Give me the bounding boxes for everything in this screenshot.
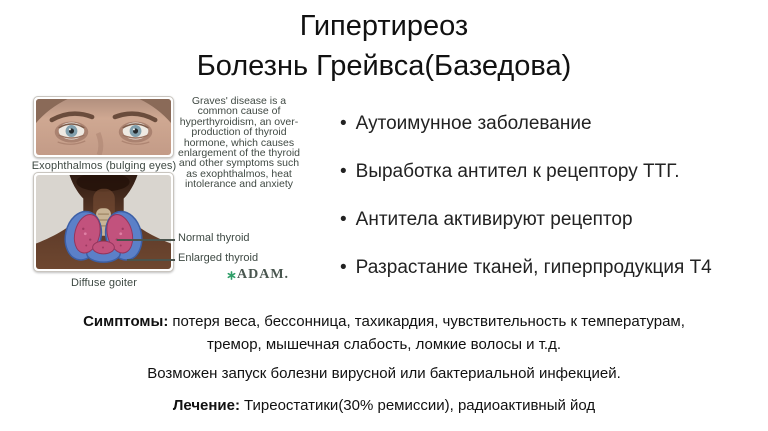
trigger-line: Возможен запуск болезни вирусной или бактериальной инфекцией. (147, 365, 621, 382)
bullet-list (340, 113, 760, 305)
goiter-caption: Diffuse goiter (70, 277, 137, 289)
treatment-line (0, 397, 768, 414)
exophthalmos-caption: Exophthalmos (bulging eyes) (31, 160, 177, 172)
slide-title-line2: Болезнь Грейвса(Базедова) (196, 50, 572, 82)
symptoms-line (70, 310, 698, 356)
treatment-text: Тиреостатики(30% ремиссии), радиоактивный йод (244, 397, 596, 414)
adam-logo-icon (227, 271, 236, 280)
bullet-item-antibodies: • Выработка антител к рецептору ТТГ. (340, 161, 760, 182)
bullet-item-autoimmune: • Аутоимунное заболевание (340, 113, 760, 134)
adam-logo-text: ADAM. (237, 267, 290, 282)
goiter-photo (33, 172, 174, 272)
graves-disease-description: Graves' disease is a common cause of hyperthyroidism, an over-production of thyroid hormone, which causes enlargement of the thyroid and other symptoms such as exophthalmos, heat intolerance and anxiety (178, 95, 300, 191)
symptoms-text: потеря веса, бессонница, тахикардия, чувствительность к температурам, тремор, мышечная слабость, ломкие волосы и т.д. (172, 313, 685, 353)
enlarged-thyroid-pointer-line (127, 259, 175, 261)
enlarged-thyroid-label: Enlarged thyroid (178, 252, 259, 264)
normal-thyroid-pointer-line (117, 239, 175, 241)
symptoms-label: Симптомы: (83, 313, 169, 330)
exophthalmos-eyes-illustration (36, 99, 171, 155)
bullet-item-t4: • Разрастание тканей, гиперпродукция Т4 (340, 257, 760, 278)
adam-logo (227, 267, 289, 283)
normal-thyroid-label: Normal thyroid (178, 232, 250, 244)
slide-title-line1: Гипертиреоз (299, 10, 469, 42)
goiter-neck-illustration (36, 175, 171, 269)
bullet-item-receptor: • Антитела активируют рецептор (340, 209, 760, 230)
slide-title (0, 6, 768, 86)
treatment-label: Лечение: (172, 397, 240, 414)
exophthalmos-photo (33, 96, 174, 158)
